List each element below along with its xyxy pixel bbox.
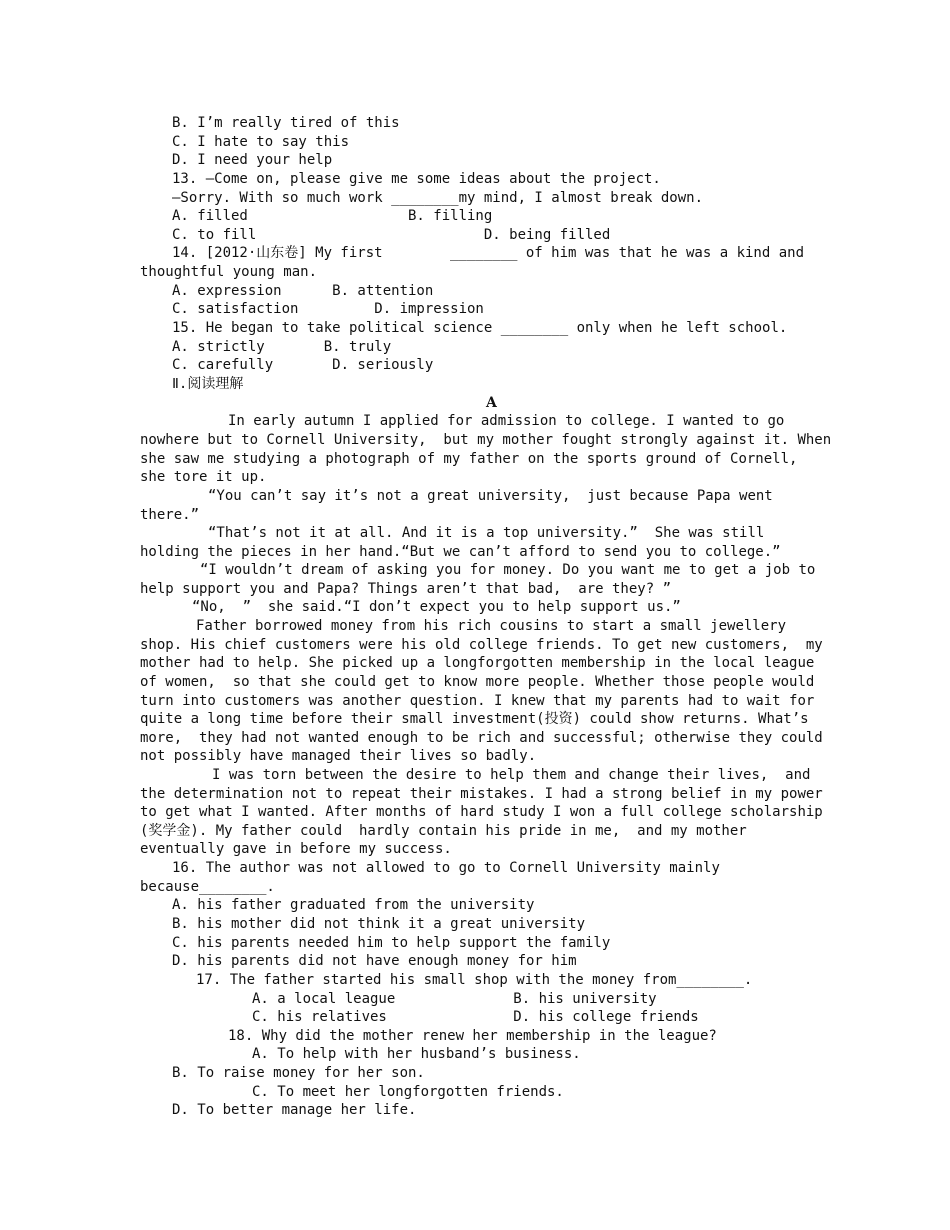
option-line: B. I’m really tired of this (172, 115, 400, 131)
passage-line: holding the pieces in her hand.“But we can’t afford to send you to college.” (140, 544, 781, 560)
option-line: C. his parents needed him to help support the family (172, 935, 611, 951)
option-line: C. To meet her longforgotten friends. (252, 1084, 564, 1100)
passage-line: the determination not to repeat their mistakes. I had a strong belief in my power (140, 786, 823, 802)
passage-line: (奖学金). My father could hardly contain his pride in me, and my mother (140, 823, 747, 839)
option-line: D. his parents did not have enough money for him (172, 953, 577, 969)
passage-line: shop. His chief customers were his old college friends. To get new customers, my (140, 637, 823, 653)
option-line: D. I need your help (172, 152, 333, 168)
passage-line: “That’s not it at all. And it is a top university.” She was still (208, 525, 765, 541)
option-line: B. To raise money for her son. (172, 1065, 425, 1081)
passage-line: “You can’t say it’s not a great university, just because Papa went (208, 488, 773, 504)
option-line: B. his mother did not think it a great university (172, 916, 586, 932)
passage-line: there.” (140, 507, 200, 523)
option-line: A. filled B. filling (172, 208, 493, 224)
passage-line: quite a long time before their small investment(投资) could show returns. What’s (140, 711, 809, 727)
question-14-cont: thoughtful young man. (140, 264, 318, 280)
option-line: C. I hate to say this (172, 134, 350, 150)
section-heading: Ⅱ.阅读理解 (172, 376, 244, 392)
passage-line: help support you and Papa? Things aren’t that bad, are they? ” (140, 581, 672, 597)
option-line: A. strictly B. truly (172, 339, 392, 355)
passage-line: I was torn between the desire to help them and change their lives, and (212, 767, 811, 783)
option-line: C. carefully D. seriously (172, 357, 434, 373)
option-line: A. expression B. attention (172, 283, 434, 299)
passage-line: “No, ” she said.“I don’t expect you to help support us.” (192, 599, 681, 615)
passage-line: of women, so that she could get to know more people. Whether those people would (140, 674, 815, 690)
passage-line: Father borrowed money from his rich cousins to start a small jewellery (196, 618, 787, 634)
question-16-cont: because________. (140, 879, 275, 895)
passage-line: In early autumn I applied for admission to college. I wanted to go (228, 413, 785, 429)
passage-line: “I wouldn’t dream of asking you for money. Do you want me to get a job to (200, 562, 816, 578)
passage-line: turn into customers was another question. I knew that my parents had to wait for (140, 693, 815, 709)
question-16: 16. The author was not allowed to go to Cornell University mainly (172, 860, 720, 876)
question-18: 18. Why did the mother renew her membership in the league? (228, 1028, 717, 1044)
option-line: A. To help with her husband’s business. (252, 1046, 581, 1062)
passage-line: she saw me studying a photograph of my father on the sports ground of Cornell, (140, 451, 798, 467)
question-13: 13. —Come on, please give me some ideas about the project. (172, 171, 661, 187)
passage-title: A (486, 395, 497, 411)
question-14: 14. [2012·山东卷] My first ________ of him was that he was a kind and (172, 245, 805, 261)
option-line: D. To better manage her life. (172, 1102, 417, 1118)
option-line: C. to fill D. being filled (172, 227, 611, 243)
passage-line: more, they had not wanted enough to be rich and successful; otherwise they could (140, 730, 823, 746)
passage-line: eventually gave in before my success. (140, 841, 452, 857)
option-line: A. his father graduated from the university (172, 897, 535, 913)
option-line: C. his relatives D. his college friends (252, 1009, 699, 1025)
question-15: 15. He began to take political science ________ only when he left school. (172, 320, 788, 336)
passage-line: to get what I wanted. After months of hard study I won a full college scholarship (140, 804, 823, 820)
option-line: C. satisfaction D. impression (172, 301, 484, 317)
passage-line: she tore it up. (140, 469, 267, 485)
passage-line: mother had to help. She picked up a longforgotten membership in the local league (140, 655, 815, 671)
question-13-dialogue: —Sorry. With so much work ________my mind, I almost break down. (172, 190, 704, 206)
passage-line: not possibly have managed their lives so badly. (140, 748, 537, 764)
question-17: 17. The father started his small shop with the money from________. (196, 972, 753, 988)
passage-line: nowhere but to Cornell University, but my mother fought strongly against it. When (140, 432, 832, 448)
option-line: A. a local league B. his university (252, 991, 657, 1007)
